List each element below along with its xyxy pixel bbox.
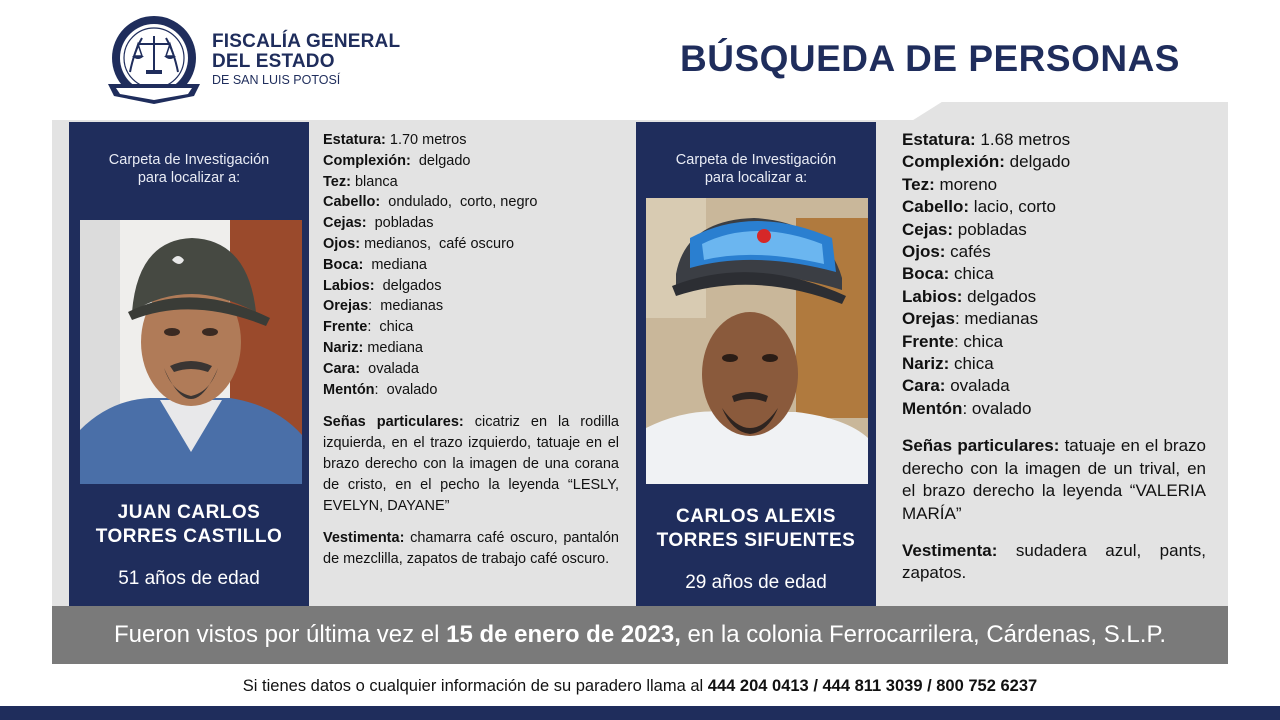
trait-label: Estatura: [902,130,976,149]
org-name [212,32,400,88]
footer-bar [0,706,1280,720]
trait-value: 1.68 metros [975,130,1071,149]
trait-value: : chica [953,331,1004,351]
trait-label: Complexión: [902,152,1005,172]
distinguishing-marks-value: tatuaje en el brazo derecho con la imagen de un trival, en el brazo derecho la leyenda “VALERIA MARÍA” [902,436,1206,523]
distinguishing-marks [902,435,1206,525]
clothing-label: Vestimenta: [902,540,998,560]
case-caption [69,151,309,187]
panel-tab-decoration [910,102,1228,122]
trait-row [902,353,1206,375]
trait-value: mediana [363,339,423,356]
trait-value: ondulado, corto, negro [380,194,538,211]
trait-row [902,398,1206,420]
person-name [636,505,876,553]
physical-traits-list [323,130,619,400]
trait-row [902,129,1206,151]
case-caption-line-2: para localizar a: [137,170,241,186]
trait-label: Ojos: [323,235,361,252]
trait-value: moreno [934,174,998,194]
trait-label: Cejas: [323,215,367,232]
trait-label: Frente [323,319,368,336]
case-caption [636,151,876,187]
trait-value: : medianas [954,309,1039,329]
trait-row [323,234,619,255]
person-details-1 [323,130,619,570]
trait-label: Labios: [902,286,963,306]
trait-value: : ovalado [374,381,438,398]
trait-value: delgado [1004,152,1071,172]
trait-label: Estatura: [323,132,386,148]
case-caption-line-1: Carpeta de Investigación [675,152,837,168]
person-card-2 [636,122,876,608]
contact-phones: 444 204 0413 / 444 811 3039 / 800 752 6237 [707,677,1038,695]
last-seen-date: 15 de enero de 2023, [446,621,681,648]
trait-label: Cejas: [902,219,954,239]
trait-label: Boca: [323,256,364,273]
trait-label: Nariz: [902,354,950,374]
trait-value: delgado [410,152,471,169]
person-photo-2 [646,198,868,484]
trait-row [902,375,1206,397]
trait-row [323,338,619,359]
clothing-label: Vestimenta: [323,530,405,547]
trait-row [902,308,1206,330]
trait-value: mediana [363,256,427,273]
trait-label: Labios: [323,277,375,294]
trait-label: Orejas [902,309,955,329]
trait-row [902,151,1206,173]
person-age: 51 años de edad [118,568,260,589]
trait-value: : chica [367,319,414,336]
person-name-line-1: JUAN CARLOS [117,502,261,523]
trait-label: Nariz: [323,339,364,356]
trait-value: lacio, corto [969,197,1056,217]
trait-value: delgados [962,286,1037,306]
trait-row [902,219,1206,241]
trait-label: Frente [902,331,954,351]
distinguishing-marks-label: Señas particulares: [902,436,1060,456]
last-seen-pre: Fueron vistos por última vez el [113,621,447,648]
trait-label: Complexión: [323,152,411,169]
trait-row [902,263,1206,285]
trait-row [323,255,619,276]
physical-traits-list [902,129,1206,420]
trait-value: : medianas [368,298,444,315]
trait-label: Cabello: [902,197,970,217]
clothing [902,540,1206,585]
trait-row [902,286,1206,308]
person-name-line-2: TORRES CASTILLO [95,526,283,547]
distinguishing-marks-value: cicatriz en la rodilla izquierda, en el trazo izquierdo, tatuaje en el brazo derecho con la imagen de una corana de cristo, en el pecho la leyenda “LESLY, EVELYN, DAYANE” [323,414,619,514]
trait-row [323,213,619,234]
trait-row [323,296,619,317]
contact-text: Si tienes datos o cualquier información de su paradero llama al [242,677,708,695]
trait-row [323,130,619,151]
trait-row [323,172,619,193]
trait-label: Cara: [902,376,946,396]
person-details-2 [902,129,1206,585]
trait-value: chica [949,264,994,284]
trait-row [323,359,619,380]
distinguishing-marks-label: Señas particulares: [323,414,464,431]
trait-value: cafés [945,242,991,262]
trait-label: Mentón [902,398,963,418]
case-caption-line-1: Carpeta de Investigación [108,152,270,168]
person-name-line-1: CARLOS ALEXIS [676,506,836,527]
trait-row [902,196,1206,218]
person-name [69,501,309,549]
distinguishing-marks [323,412,619,516]
person-photo-1 [80,220,302,484]
fiscalia-seal-logo [100,12,208,110]
trait-row [323,317,619,338]
trait-row [323,151,619,172]
trait-value: chica [949,354,994,374]
trait-value: : ovalado [962,398,1032,418]
clothing-value: sudadera azul, pants, zapatos. [902,540,1206,583]
trait-label: Ojos: [902,242,946,262]
trait-row [323,192,619,213]
page-title: BÚSQUEDA DE PERSONAS [680,38,1180,79]
clothing [323,528,619,570]
trait-value: ovalada [360,360,419,377]
org-line-1: FISCALÍA GENERAL [212,31,401,52]
trait-value: delgados [374,277,442,294]
trait-row [323,380,619,401]
trait-value: 1.70 metros [385,132,467,148]
trait-value: blanca [350,173,398,190]
trait-row [902,241,1206,263]
trait-label: Mentón [323,381,375,398]
trait-value: medianos, café oscuro [360,235,515,252]
person-name-line-2: TORRES SIFUENTES [656,530,856,551]
trait-label: Orejas [323,298,369,315]
trait-value: pobladas [366,215,434,232]
trait-label: Tez: [323,173,351,190]
trait-row [323,276,619,297]
trait-value: ovalada [945,376,1010,396]
trait-label: Cabello: [323,194,381,211]
org-line-2: DEL ESTADO [212,51,335,72]
org-line-3: DE SAN LUIS POTOSÍ [212,73,341,87]
trait-label: Tez: [902,174,935,194]
person-card-1 [69,122,309,608]
trait-row [902,174,1206,196]
trait-label: Cara: [323,360,361,377]
clothing-value: chamarra café oscuro, pantalón de mezclilla, zapatos de trabajo café oscuro. [323,530,619,568]
contact-line [0,677,1280,696]
trait-label: Boca: [902,264,950,284]
trait-row [902,331,1206,353]
person-age: 29 años de edad [685,572,827,593]
last-seen-banner [52,606,1228,664]
last-seen-location: en la colonia Ferrocarrilera, Cárdenas, S.L.P. [680,621,1167,648]
case-caption-line-2: para localizar a: [704,170,808,186]
trait-value: pobladas [953,219,1027,239]
